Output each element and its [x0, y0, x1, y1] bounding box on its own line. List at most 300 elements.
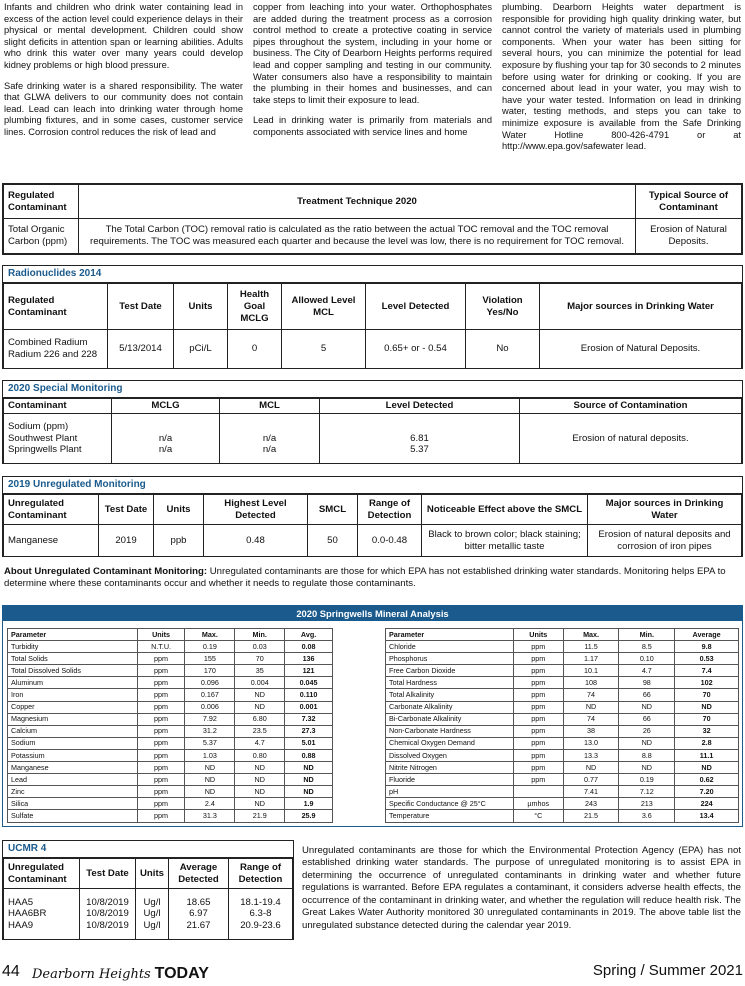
table-cell: 7.20 [675, 786, 739, 798]
table-cell: 11.5 [563, 641, 619, 653]
article-column-2 [253, 2, 492, 162]
table-header: Units [513, 629, 563, 641]
table-cell: pH [386, 786, 514, 798]
table-cell: ND [619, 701, 675, 713]
table-row [8, 689, 333, 701]
table-header: Range of Detection [228, 859, 292, 889]
table-header: Units [137, 629, 185, 641]
table-cell: 32 [675, 725, 739, 737]
table-cell: ND [235, 701, 285, 713]
table-cell: ND [563, 701, 619, 713]
table-cell: 0.03 [235, 641, 285, 653]
table-header: Max. [563, 629, 619, 641]
table-row [8, 677, 333, 689]
page-footer [2, 962, 743, 984]
cell-line: 20.9-23.6 [240, 920, 281, 932]
table-header: Parameter [8, 629, 138, 641]
table-cell: ppb [154, 525, 204, 557]
table-header: Avg. [285, 629, 333, 641]
table-cell: ppm [513, 653, 563, 665]
table-cell [80, 889, 136, 940]
table-cell: 0.53 [675, 653, 739, 665]
table-cell: 0.88 [285, 749, 333, 761]
table-row [8, 774, 333, 786]
table-cell: ppm [513, 762, 563, 774]
table-row [386, 689, 739, 701]
table-cell: ppm [137, 713, 185, 725]
table-cell: 35 [235, 665, 285, 677]
table-header: Average Detected [168, 859, 228, 889]
table-header: Units [154, 495, 204, 525]
table-cell: Silica [8, 798, 138, 810]
cell-line: n/a [158, 444, 173, 456]
table-cell: 6.80 [235, 713, 285, 725]
table-cell: ND [185, 762, 235, 774]
treatment-technique-table [2, 183, 743, 255]
table-header: Range of Detection [358, 495, 422, 525]
table-cell: Temperature [386, 810, 514, 822]
article-columns [4, 2, 741, 162]
table-cell [4, 413, 112, 463]
table-cell: Bi-Carbonate Alkalinity [386, 713, 514, 725]
table-header: Test Date [99, 495, 154, 525]
paragraph-lead: About Unregulated Contaminant Monitoring: [4, 566, 208, 577]
table-cell: Manganese [8, 762, 138, 774]
table-row [8, 786, 333, 798]
table-cell: 0.001 [285, 701, 333, 713]
table-cell: 4.7 [619, 665, 675, 677]
table-cell: Turbidity [8, 641, 138, 653]
table-cell: Chemical Oxygen Demand [386, 737, 514, 749]
table-cell: Specific Conductance @ 25°C [386, 798, 514, 810]
section-title: Radionuclides 2014 [3, 266, 742, 283]
table-row [386, 665, 739, 677]
table-cell: ND [185, 786, 235, 798]
mineral-analysis-section [2, 605, 743, 827]
table-header: Source of Contamination [520, 399, 742, 414]
table-cell: ppm [137, 786, 185, 798]
table-cell: 11.1 [675, 749, 739, 761]
table-cell: 0.096 [185, 677, 235, 689]
table-cell: 31.2 [185, 725, 235, 737]
table-cell: 0.48 [204, 525, 308, 557]
table-cell: No [466, 330, 540, 369]
table-cell: 70 [675, 713, 739, 725]
table-cell: Combined Radium Radium 226 and 228 [4, 330, 108, 369]
table-row [386, 725, 739, 737]
article-column-1 [4, 2, 243, 162]
table-cell: ND [675, 762, 739, 774]
table-cell: 25.9 [285, 810, 333, 822]
table-header: Level Detected [320, 399, 520, 414]
table-cell: Iron [8, 689, 138, 701]
table-cell: 0 [228, 330, 282, 369]
cell-line: HAA6BR [8, 908, 47, 920]
table-cell: 0.19 [185, 641, 235, 653]
table-cell: 7.32 [285, 713, 333, 725]
table-row [8, 701, 333, 713]
table-row [8, 665, 333, 677]
section-title: 2020 Springwells Mineral Analysis [3, 606, 742, 621]
table-cell: 0.08 [285, 641, 333, 653]
table-cell: ppm [137, 749, 185, 761]
article-column-3 [502, 2, 741, 162]
table-header: Treatment Technique 2020 [79, 185, 636, 219]
table-row [386, 737, 739, 749]
table-row [8, 725, 333, 737]
cell-line: 21.67 [186, 920, 211, 932]
table-cell: 74 [563, 689, 619, 701]
table-cell: Carbonate Alkalinity [386, 701, 514, 713]
paragraph: Infants and children who drink water containing lead in excess of the action level could experience delays in their physical or mental development. Children could show slight deficits in attention span or learning abilities. Adults who drink this water over many years could develop kidney problems or high blood pressure. [4, 2, 243, 71]
table-cell: Magnesium [8, 713, 138, 725]
table-cell: ND [619, 762, 675, 774]
table-row [386, 786, 739, 798]
table-cell: ppm [513, 701, 563, 713]
table-cell: 13.3 [563, 749, 619, 761]
table-cell: N.T.U. [137, 641, 185, 653]
table-cell: 98 [619, 677, 675, 689]
table-cell: 70 [235, 653, 285, 665]
table-cell: Lead [8, 774, 138, 786]
cell-line: n/a [262, 432, 277, 444]
table-cell: 8.5 [619, 641, 675, 653]
cell-line: HAA5 [8, 896, 34, 908]
table-cell: Total Dissolved Solids [8, 665, 138, 677]
radionuclides-section [2, 265, 743, 369]
cell-line: 5.37 [410, 444, 429, 456]
cell-line: Sodium (ppm) [8, 420, 69, 432]
table-cell: 0.110 [285, 689, 333, 701]
ucmr-paragraph: Unregulated contaminants are those for which the Environmental Protection Agency (EPA) has not established drinking water standards. The purpose of unregulated monitoring is to assist EPA in determining the occurrence of unregulated contaminants in drinking water and whether future regulations is warranted. Before EPA regulates a contaminant, it considers adverse health effects, the occurrence of the contaminant in drinking water, and whether the regulation will reduce health risk. The Great Lakes Water Authority monitored 30 unregulated contaminants in 2019. The above table list the unregulated substance detected during the calendar year 2019. [302, 845, 741, 931]
table-cell: pCi/L [174, 330, 228, 369]
table-header: MCLG [112, 399, 220, 414]
table-cell: 23.5 [235, 725, 285, 737]
table-cell: 66 [619, 689, 675, 701]
cell-line: 18.65 [186, 896, 211, 908]
table-header: Typical Source of Contaminant [636, 185, 742, 219]
table-header: Major sources in Drinking Water [540, 284, 742, 330]
paragraph: Safe drinking water is a shared responsibility. The water that GLWA delivers to our community does not contain lead. Lead can leach into drinking water through home plumbing fixtures, and in some cases, customer service lines. Corrosion control reduces the risk of lead and [4, 80, 243, 138]
table-cell [136, 889, 169, 940]
table-cell: ppm [513, 713, 563, 725]
table-cell: ND [563, 762, 619, 774]
table-cell: 0.65+ or - 0.54 [366, 330, 466, 369]
cell-line: Springwells Plant [8, 444, 82, 456]
table-cell: ppm [137, 737, 185, 749]
table-cell: ND [235, 762, 285, 774]
table-cell: ppm [137, 798, 185, 810]
table-cell: ppm [137, 689, 185, 701]
mineral-table-left [7, 628, 333, 823]
table-row [386, 713, 739, 725]
paragraph: copper from leaching into your water. Orthophosphates are added during the treatment process as a corrosion control method to create a protective coating in service pipes throughout the system, including in your home or business. The City of Dearborn Heights performs required lead and copper sampling and testing in our community. Water consumers also have a responsibility to maintain the plumbing in their homes and businesses, and can take steps to limit their exposure to lead. [253, 2, 492, 105]
cell-line: HAA9 [8, 920, 34, 932]
table-cell: Non-Carbonate Hardness [386, 725, 514, 737]
table-cell: 26 [619, 725, 675, 737]
issue-season: Spring / Summer 2021 [592, 962, 743, 979]
table-header: Regulated Contaminant [4, 284, 108, 330]
table-row [8, 713, 333, 725]
table-cell: ND [285, 762, 333, 774]
table-row [8, 798, 333, 810]
table-row [386, 774, 739, 786]
table-cell: ppm [513, 641, 563, 653]
table-cell: 5/13/2014 [108, 330, 174, 369]
table-cell: 1.03 [185, 749, 235, 761]
logo-bold: TODAY [154, 965, 209, 982]
table-cell: 74 [563, 713, 619, 725]
table-cell: 0.0-0.48 [358, 525, 422, 557]
table-cell: 108 [563, 677, 619, 689]
table-cell: Dissolved Oxygen [386, 749, 514, 761]
table-cell: 136 [285, 653, 333, 665]
table-cell: 121 [285, 665, 333, 677]
table-header: Unregulated Contaminant [4, 495, 99, 525]
cell-line: 10/8/2019 [86, 896, 129, 908]
table-cell: 7.92 [185, 713, 235, 725]
table-cell: µmhos [513, 798, 563, 810]
cell-line: Ug/l [143, 908, 161, 920]
cell-line: 6.81 [410, 432, 429, 444]
table-cell [4, 889, 80, 940]
table-header: Units [136, 859, 169, 889]
table-cell: 0.045 [285, 677, 333, 689]
table-cell: ppm [137, 810, 185, 822]
about-unregulated-paragraph [4, 566, 741, 591]
table-row [386, 701, 739, 713]
table-row [8, 762, 333, 774]
table-cell: Erosion of Natural Deposits. [540, 330, 742, 369]
table-cell: 50 [308, 525, 358, 557]
table-cell: ND [185, 774, 235, 786]
table-header: Min. [235, 629, 285, 641]
table-cell: ppm [513, 677, 563, 689]
table-row [8, 810, 333, 822]
table-cell: 0.10 [619, 653, 675, 665]
table-row [386, 762, 739, 774]
table-cell: 102 [675, 677, 739, 689]
table-cell: ND [235, 689, 285, 701]
cell-line: 10/8/2019 [86, 920, 129, 932]
table-header: MCL [220, 399, 320, 414]
table-row [386, 749, 739, 761]
table-cell: 2.4 [185, 798, 235, 810]
cell-line: 18.1-19.4 [240, 896, 281, 908]
table-cell: ND [619, 737, 675, 749]
table-cell: 155 [185, 653, 235, 665]
table-row [8, 641, 333, 653]
cell-line: 10/8/2019 [86, 908, 129, 920]
table-cell: ppm [513, 749, 563, 761]
table-row [8, 737, 333, 749]
table-cell: ppm [137, 677, 185, 689]
table-cell: 21.5 [563, 810, 619, 822]
cell-line: n/a [158, 432, 173, 444]
table-cell: Nitrite Nitrogen [386, 762, 514, 774]
logo-script: Dearborn Heights [32, 967, 151, 982]
table-cell: ppm [137, 762, 185, 774]
table-header: Min. [619, 629, 675, 641]
table-cell: 9.8 [675, 641, 739, 653]
table-cell: 5.01 [285, 737, 333, 749]
table-cell: Total Organic Carbon (ppm) [4, 219, 79, 254]
unregulated-monitoring-section [2, 476, 743, 557]
table-cell: Erosion of Natural Deposits. [636, 219, 742, 254]
table-cell: °C [513, 810, 563, 822]
table-cell [228, 889, 292, 940]
table-cell: Phosphorus [386, 653, 514, 665]
table-cell: 7.4 [675, 665, 739, 677]
table-cell: 38 [563, 725, 619, 737]
table-row [8, 749, 333, 761]
table-cell: Total Alkalinity [386, 689, 514, 701]
table-cell: Potassium [8, 749, 138, 761]
table-cell: ppm [137, 701, 185, 713]
table-cell: ppm [513, 725, 563, 737]
table-cell: 0.80 [235, 749, 285, 761]
table-cell: 13.0 [563, 737, 619, 749]
table-header: Parameter [386, 629, 514, 641]
table-header: Regulated Contaminant [4, 185, 79, 219]
table-header: SMCL [308, 495, 358, 525]
table-cell: Erosion of natural deposits. [520, 413, 742, 463]
table-row [386, 653, 739, 665]
table-cell: 5 [282, 330, 366, 369]
table-cell: ND [235, 774, 285, 786]
table-cell: Fluoride [386, 774, 514, 786]
section-title: 2019 Unregulated Monitoring [3, 477, 742, 494]
table-header: Level Detected [366, 284, 466, 330]
table-cell: ppm [513, 737, 563, 749]
cell-line: Ug/l [143, 920, 161, 932]
cell-line: n/a [262, 444, 277, 456]
table-cell: ND [285, 774, 333, 786]
table-cell: 7.41 [563, 786, 619, 798]
table-cell: Erosion of natural deposits and corrosion of iron pipes [588, 525, 742, 557]
table-cell: 2.8 [675, 737, 739, 749]
table-cell: 0.62 [675, 774, 739, 786]
table-cell: 0.77 [563, 774, 619, 786]
table-cell: ppm [513, 665, 563, 677]
cell-line: Ug/l [143, 896, 161, 908]
table-header: Max. [185, 629, 235, 641]
table-header: Highest Level Detected [204, 495, 308, 525]
table-cell: ND [235, 798, 285, 810]
table-cell: 70 [675, 689, 739, 701]
table-header: Violation Yes/No [466, 284, 540, 330]
table-cell: ppm [137, 774, 185, 786]
table-header: Allowed Level MCL [282, 284, 366, 330]
table-cell: 7.12 [619, 786, 675, 798]
table-cell: 213 [619, 798, 675, 810]
table-header: Noticeable Effect above the SMCL [422, 495, 588, 525]
table-cell: 0.167 [185, 689, 235, 701]
table-header: Unregulated Contaminant [4, 859, 80, 889]
table-cell: 8.8 [619, 749, 675, 761]
table-row [8, 653, 333, 665]
section-title: UCMR 4 [3, 841, 293, 858]
table-cell: 224 [675, 798, 739, 810]
table-cell: 21.9 [235, 810, 285, 822]
table-cell: 2019 [99, 525, 154, 557]
table-cell [220, 413, 320, 463]
table-cell: 4.7 [235, 737, 285, 749]
table-cell: Manganese [4, 525, 99, 557]
cell-line: Southwest Plant [8, 432, 78, 444]
table-cell: 27.3 [285, 725, 333, 737]
table-header: Average [675, 629, 739, 641]
table-cell: Zinc [8, 786, 138, 798]
table-cell: Sulfate [8, 810, 138, 822]
table-cell: ppm [137, 725, 185, 737]
table-cell: Black to brown color; black staining; bitter metallic taste [422, 525, 588, 557]
table-header: Test Date [108, 284, 174, 330]
table-cell: 5.37 [185, 737, 235, 749]
table-cell: ND [285, 786, 333, 798]
table-header: Contaminant [4, 399, 112, 414]
table-row [386, 798, 739, 810]
table-cell: Chloride [386, 641, 514, 653]
ucmr4-section [2, 840, 294, 940]
table-cell: Calcium [8, 725, 138, 737]
table-cell: Total Solids [8, 653, 138, 665]
table-cell [112, 413, 220, 463]
table-row [386, 677, 739, 689]
table-cell: 3.6 [619, 810, 675, 822]
table-cell: 170 [185, 665, 235, 677]
table-cell: Free Carbon Dioxide [386, 665, 514, 677]
cell-line: 6.3-8 [249, 908, 272, 920]
table-cell [168, 889, 228, 940]
table-cell: The Total Carbon (TOC) removal ratio is calculated as the ratio between the actual TOC removal and the TOC removal requirements. The TOC was measured each quarter and because the level was low, there is no requirement for TOC removal. [79, 219, 636, 254]
table-cell: 31.3 [185, 810, 235, 822]
paragraph: Lead in drinking water is primarily from materials and components associated with service lines and home [253, 115, 492, 138]
table-cell: ND [675, 701, 739, 713]
table-cell: Copper [8, 701, 138, 713]
table-cell: 1.9 [285, 798, 333, 810]
special-monitoring-section [2, 380, 743, 464]
table-header: Major sources in Drinking Water [588, 495, 742, 525]
table-header: Units [174, 284, 228, 330]
section-title: 2020 Special Monitoring [3, 381, 742, 398]
table-cell: 0.004 [235, 677, 285, 689]
table-cell: 0.19 [619, 774, 675, 786]
cell-line: 6.97 [189, 908, 208, 920]
table-cell: 10.1 [563, 665, 619, 677]
table-cell: 243 [563, 798, 619, 810]
table-header: Test Date [80, 859, 136, 889]
table-cell: 13.4 [675, 810, 739, 822]
page-number: 44 [2, 963, 20, 980]
paragraph: plumbing. Dearborn Heights water department is responsible for providing high quality drinking water, but cannot control the variety of materials used in plumbing components. When your water has been sitting for several hours, you can minimize the potential for lead exposure by flushing your tap for 30 seconds to 2 minutes before using water for drinking or cooking. If you are concerned about lead in your water, you may wish to have your water tested. Information on lead in drinking water, testing methods, and steps you can take to minimize exposure is available from the Safe Drinking Water Hotline 800-426-4791 or at http://www.epa.gov/safewater lead. [502, 2, 741, 152]
mineral-table-right [385, 628, 739, 823]
table-row [386, 810, 739, 822]
table-cell [513, 786, 563, 798]
table-cell: ppm [137, 653, 185, 665]
table-cell: Aluminum [8, 677, 138, 689]
publication-logo [32, 964, 209, 984]
table-cell: 66 [619, 713, 675, 725]
table-row [386, 641, 739, 653]
table-cell: Sodium [8, 737, 138, 749]
table-cell [320, 413, 520, 463]
table-header: Health Goal MCLG [228, 284, 282, 330]
table-cell: 1.17 [563, 653, 619, 665]
table-cell: ND [235, 786, 285, 798]
table-cell: Total Hardness [386, 677, 514, 689]
table-cell: ppm [513, 774, 563, 786]
